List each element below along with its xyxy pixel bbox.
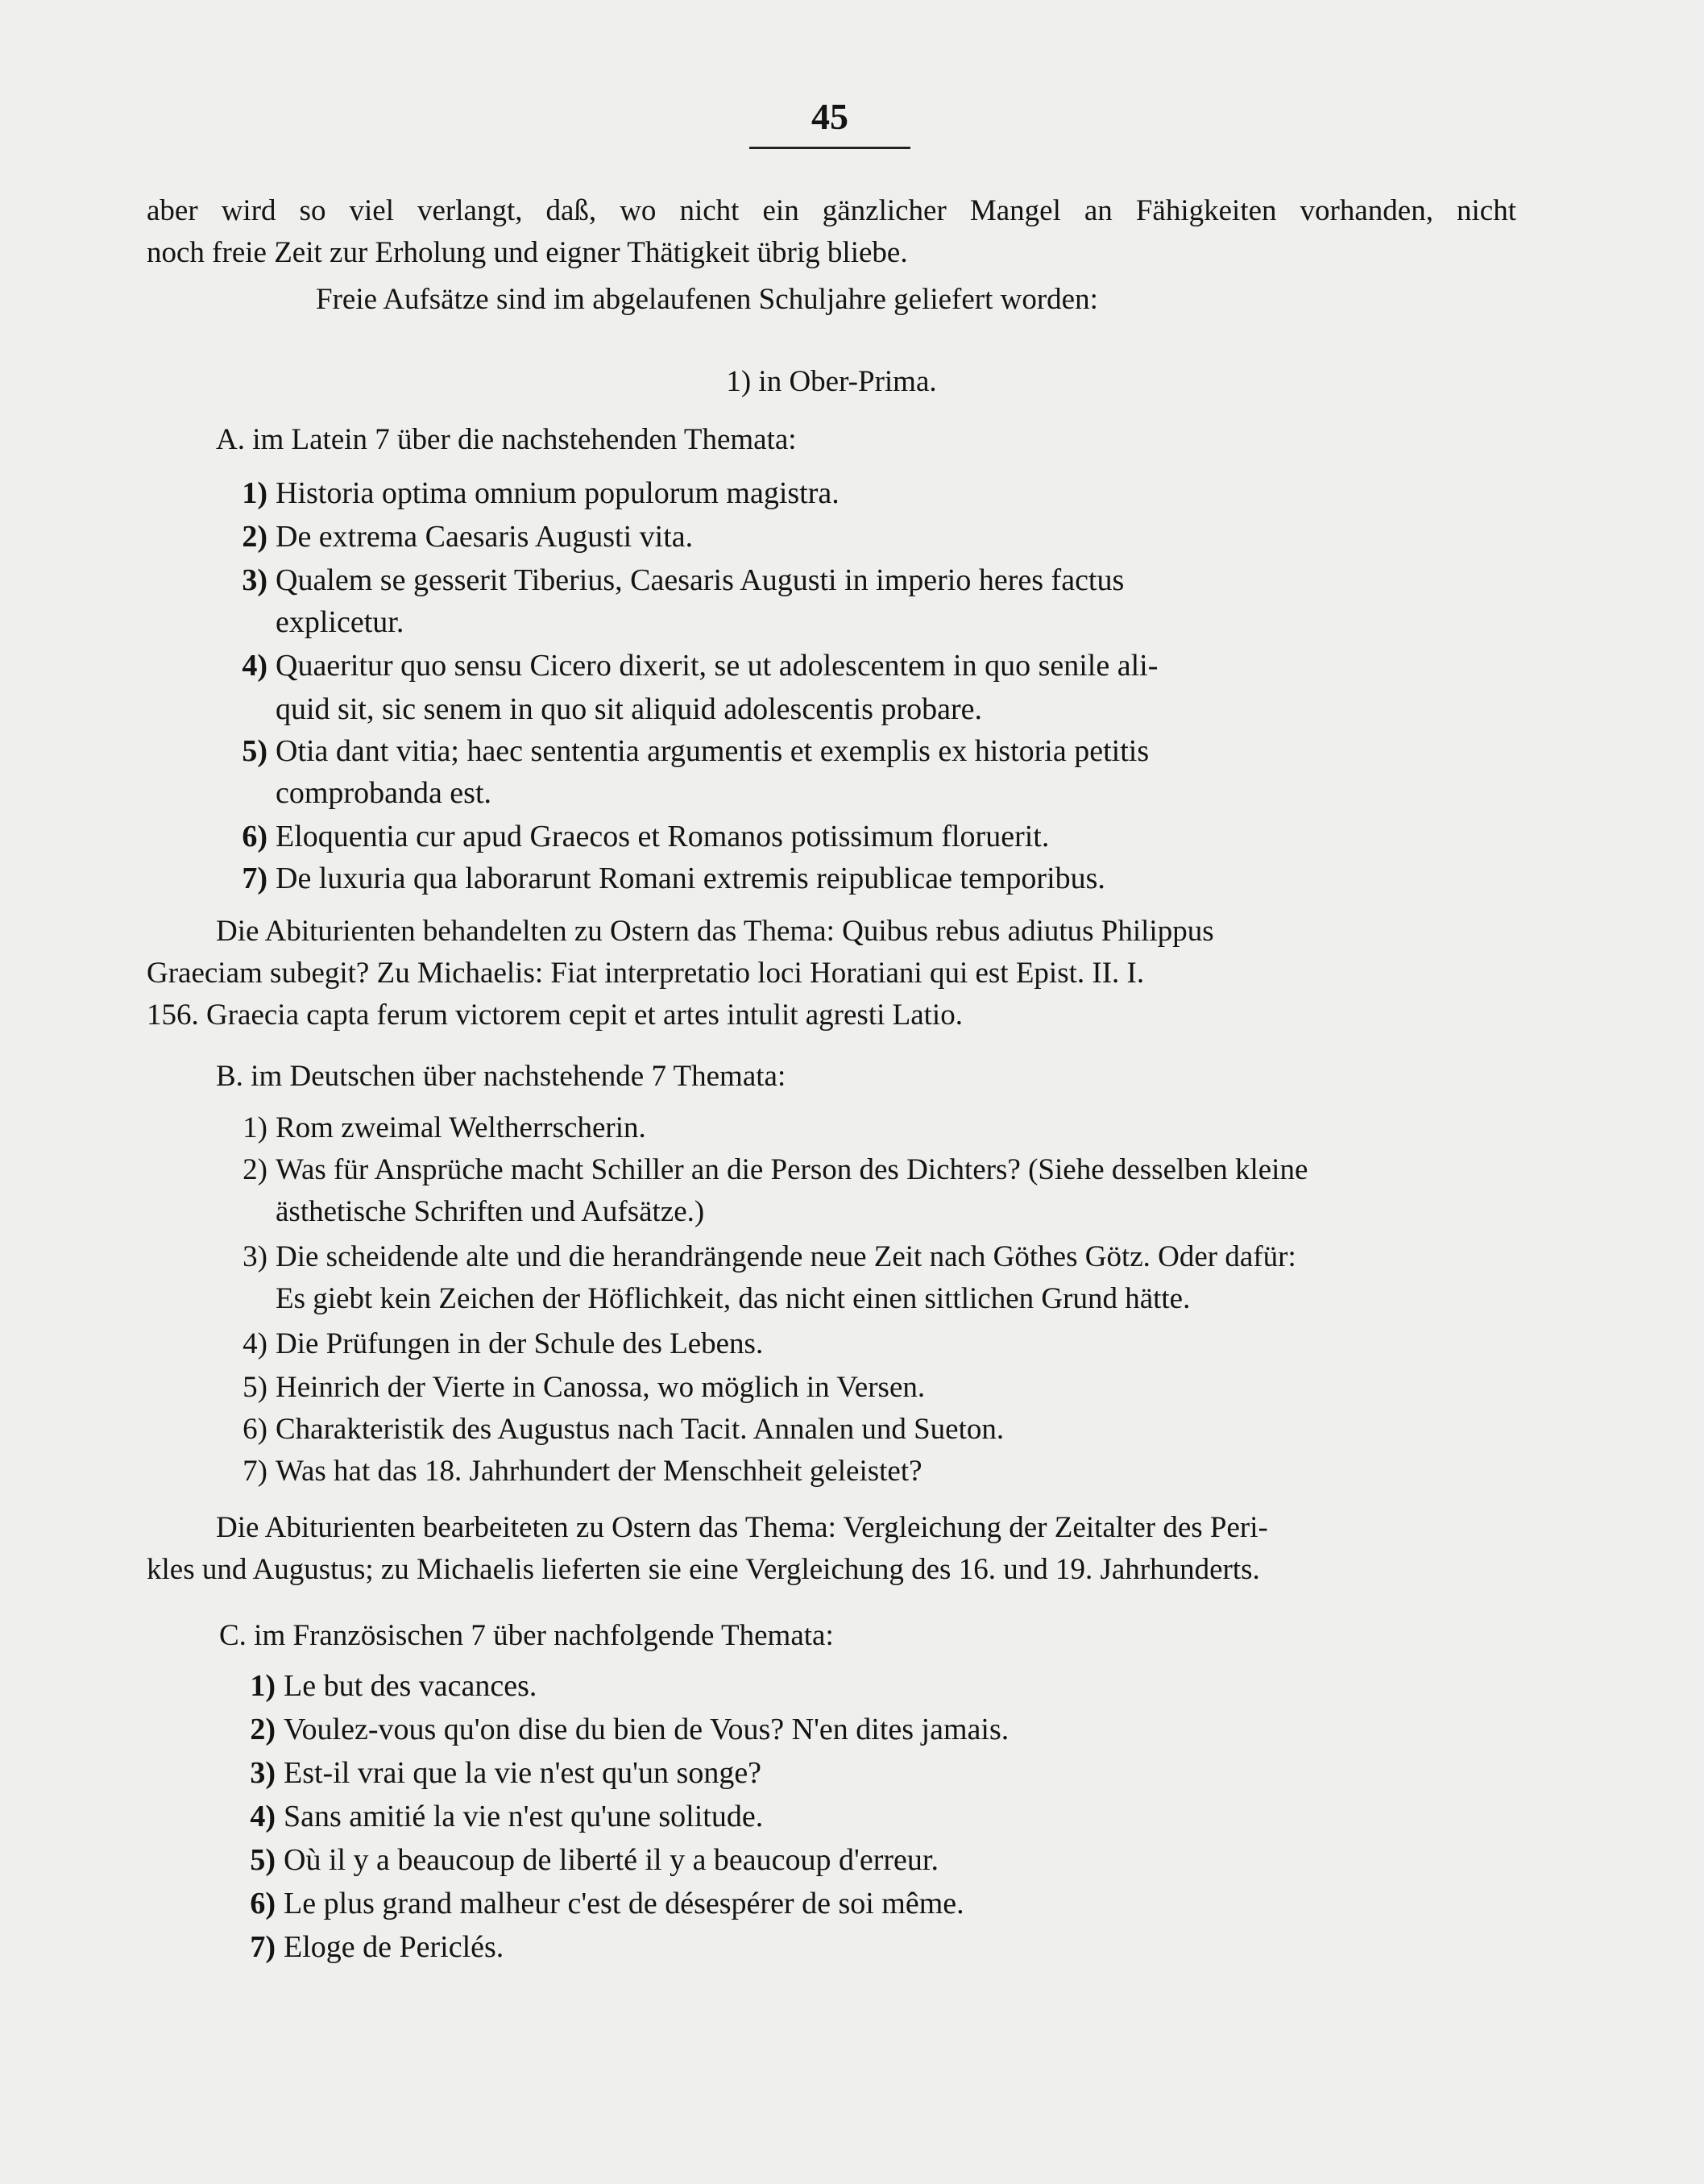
item-number: 1) bbox=[250, 1669, 276, 1703]
item-text: Qualem se gesserit Tiberius, Caesaris Augusti in imperio heres factus bbox=[276, 563, 1125, 597]
item-text: Otia dant vitia; haec sententia argumentis et exemplis ex historia petitis bbox=[276, 734, 1150, 768]
french-item-6 bbox=[219, 1883, 1589, 1924]
item-text: Voulez-vous qu'on dise du bien de Vous? N'en dites jamais. bbox=[284, 1713, 1010, 1746]
latin-item-6 bbox=[211, 816, 1581, 857]
item-text: Le but des vacances. bbox=[284, 1669, 537, 1703]
class-heading: 1) in Ober-Prima. bbox=[726, 365, 937, 398]
item-number: 6) bbox=[250, 1887, 276, 1920]
item-number: 1) bbox=[242, 476, 267, 510]
german-item-5 bbox=[211, 1367, 1581, 1409]
item-text: Le plus grand malheur c'est de désespérer de soi même. bbox=[284, 1887, 964, 1920]
latin-item-2 bbox=[211, 516, 1581, 558]
latin-item-1 bbox=[211, 472, 1581, 514]
item-number: 5) bbox=[250, 1843, 276, 1877]
item-text: Was hat das 18. Jahrhundert der Menschheit geleistet? bbox=[276, 1455, 922, 1488]
item-number: 4) bbox=[243, 1327, 267, 1360]
item-number: 2) bbox=[242, 520, 267, 554]
item-number: 6) bbox=[243, 1413, 267, 1446]
item-number: 4) bbox=[242, 649, 267, 683]
latin-heading: A. im Latein 7 über die nachstehenden Themata: bbox=[216, 423, 797, 456]
item-text: Est-il vrai que la vie n'est qu'un songe? bbox=[284, 1756, 762, 1790]
french-item-5 bbox=[219, 1839, 1589, 1881]
item-text: Eloge de Periclés. bbox=[284, 1930, 504, 1964]
item-text: Sans amitié la vie n'est qu'une solitude. bbox=[284, 1800, 764, 1833]
page-number: 45 bbox=[811, 96, 848, 137]
german-abitur-line-2: kles und Augustus; zu Michaelis lieferten sie eine Vergleichung des 16. und 19. Jahrhunderts. bbox=[147, 1553, 1260, 1586]
item-number: 7) bbox=[243, 1455, 267, 1488]
french-heading: C. im Französischen 7 über nachfolgende Themata: bbox=[219, 1619, 834, 1652]
item-text: Die Prüfungen in der Schule des Lebens. bbox=[276, 1327, 764, 1360]
latin-item-4-cont: quid sit, sic senem in quo sit aliquid adolescentis probare. bbox=[276, 692, 983, 726]
german-item-1 bbox=[211, 1107, 1581, 1149]
page-number-rule bbox=[749, 147, 910, 149]
french-item-1 bbox=[219, 1665, 1589, 1707]
item-text: Quaeritur quo sensu Cicero dixerit, se ut adolescentem in quo senile ali- bbox=[276, 649, 1159, 683]
intro-line-3: Freie Aufsätze sind im abgelaufenen Schuljahre geliefert worden: bbox=[316, 283, 1098, 316]
latin-abitur-line-1: Die Abiturienten behandelten zu Ostern das Thema: Quibus rebus adiutus Philippus bbox=[216, 915, 1214, 948]
german-item-2 bbox=[211, 1149, 1581, 1191]
item-text: Heinrich der Vierte in Canossa, wo möglich in Versen. bbox=[276, 1371, 926, 1404]
latin-item-3 bbox=[211, 559, 1581, 601]
item-text: Was für Ansprüche macht Schiller an die Person des Dichters? (Siehe desselben kleine bbox=[276, 1153, 1308, 1186]
item-number: 4) bbox=[250, 1800, 276, 1833]
intro-line-2: noch freie Zeit zur Erholung und eigner Thätigkeit übrig bliebe. bbox=[147, 236, 908, 269]
french-item-3 bbox=[219, 1752, 1589, 1794]
item-text: Charakteristik des Augustus nach Tacit. Annalen und Sueton. bbox=[276, 1413, 1005, 1446]
german-abitur-line-1: Die Abiturienten bearbeiteten zu Ostern das Thema: Vergleichung der Zeitalter des Peri- bbox=[216, 1511, 1268, 1544]
item-text: Rom zweimal Weltherrscherin. bbox=[276, 1111, 646, 1144]
item-text: Eloquentia cur apud Graecos et Romanos potissimum floruerit. bbox=[276, 820, 1050, 853]
item-text: Historia optima omnium populorum magistra. bbox=[276, 476, 840, 510]
german-heading: B. im Deutschen über nachstehende 7 Themata: bbox=[216, 1060, 786, 1093]
latin-abitur-line-3: 156. Graecia capta ferum victorem cepit et artes intulit agresti Latio. bbox=[147, 999, 963, 1032]
latin-abitur-line-2: Graeciam subegit? Zu Michaelis: Fiat interpretatio loci Horatiani qui est Epist. II. I. bbox=[147, 957, 1145, 990]
latin-item-7 bbox=[211, 857, 1581, 899]
french-item-7 bbox=[219, 1926, 1589, 1968]
item-number: 3) bbox=[250, 1756, 276, 1790]
french-item-4 bbox=[219, 1796, 1589, 1837]
german-item-3 bbox=[211, 1236, 1581, 1278]
item-text: De extrema Caesaris Augusti vita. bbox=[276, 520, 694, 554]
german-item-6 bbox=[211, 1409, 1581, 1451]
item-number: 1) bbox=[243, 1111, 267, 1144]
item-number: 5) bbox=[242, 734, 267, 768]
item-number: 3) bbox=[242, 563, 267, 597]
latin-item-4 bbox=[211, 645, 1581, 687]
latin-item-3-cont: explicetur. bbox=[276, 605, 404, 639]
latin-item-5-cont: comprobanda est. bbox=[276, 776, 492, 810]
german-item-3-cont: Es giebt kein Zeichen der Höflichkeit, das nicht einen sittlichen Grund hätte. bbox=[276, 1282, 1191, 1315]
item-number: 5) bbox=[243, 1371, 267, 1404]
german-item-2-cont: ästhetische Schriften und Aufsätze.) bbox=[276, 1195, 705, 1228]
item-number: 6) bbox=[242, 820, 267, 853]
german-item-7 bbox=[211, 1451, 1581, 1493]
latin-item-5 bbox=[211, 730, 1581, 772]
item-number: 7) bbox=[250, 1930, 276, 1964]
item-number: 7) bbox=[242, 862, 267, 895]
french-item-2 bbox=[219, 1709, 1589, 1750]
intro-line-1: aber wird so viel verlangt, daß, wo nicht ein gänzlicher Mangel an Fähigkeiten vorhanden, nicht bbox=[147, 194, 1516, 227]
item-text: De luxuria qua laborarunt Romani extremis reipublicae temporibus. bbox=[276, 862, 1105, 895]
item-number: 2) bbox=[243, 1153, 267, 1186]
item-text: Die scheidende alte und die herandrängende neue Zeit nach Göthes Götz. Oder dafür: bbox=[276, 1240, 1296, 1273]
item-text: Où il y a beaucoup de liberté il y a beaucoup d'erreur. bbox=[284, 1843, 939, 1877]
item-number: 3) bbox=[243, 1240, 267, 1273]
german-item-4 bbox=[211, 1323, 1581, 1365]
item-number: 2) bbox=[250, 1713, 276, 1746]
